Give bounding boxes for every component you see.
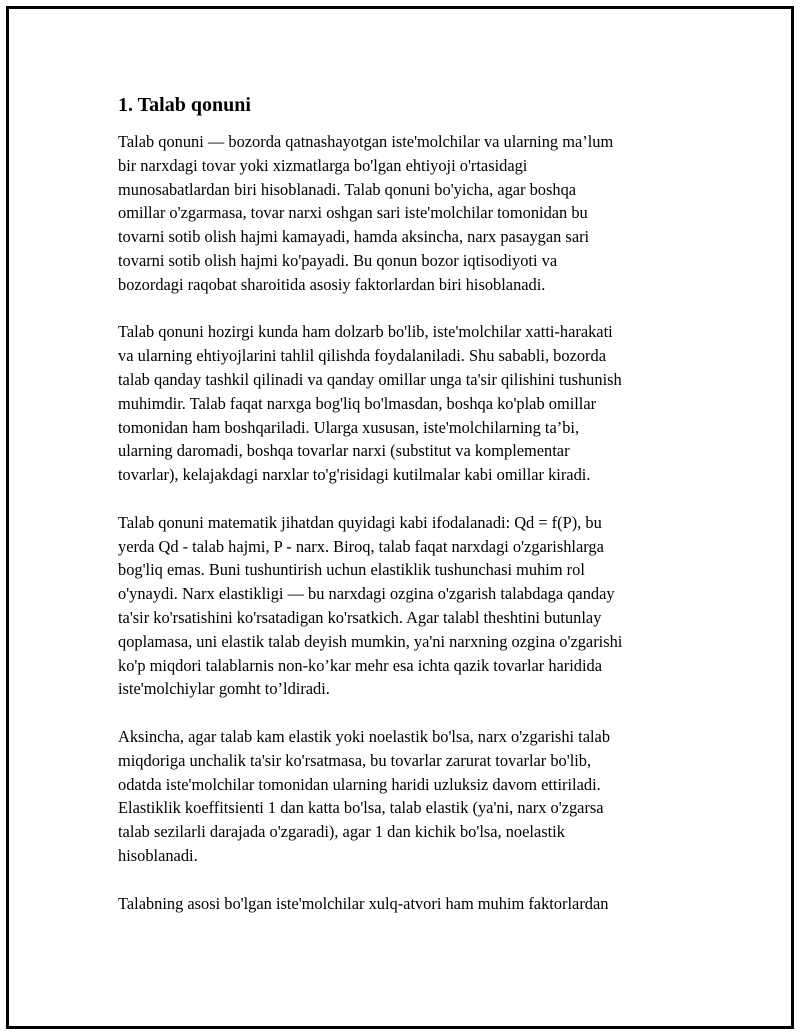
paragraph-5: Talabning asosi bo'lgan iste'molchilar xulq-atvori ham muhim faktorlardan [118, 893, 609, 913]
paragraph-4: Aksincha, agar talab kam elastik yoki noelastik bo'lsa, narx o'zgarishi talab miqdoriga unchalik ta'sir ko'rsatmasa, bu tovarlar zarurat tovarlar bo'lib, odatda iste'molchilar tomonidan ularning haridi uzluksiz davom ettiriladi. Elastiklik koeffitsienti 1 dan katta bo'lsa, talab elastik (ya'ni, narx o'zgarsa talab sezilarli darajada o'zgaradi), agar 1 dan kichik bo'lsa, noelastik hisoblanadi. [118, 726, 611, 865]
section-heading: 1. Talab qonuni [118, 94, 251, 116]
paragraph-3: Talab qonuni matematik jihatdan quyidagi kabi ifodalanadi: Qd = f(P), bu yerda Qd - talab hajmi, P - narx. Biroq, talab faqat narxdagi o'zgarishlarga bog'liq emas. Buni tushuntirish uchun elastiklik tushunchasi muhim rol o'ynaydi. Narx elastikligi — bu narxdagi ozgina o'zgarish talabdaga qanday ta'sir ko'rsatishini ko'rsatadigan ko'rsatkich. Agar talabl theshtini butunlay qoplamasa, uni elastik talab deyish mumkin, ya'ni narxning ozgina o'zgarishi ko'p miqdori talablarnis non-ko’kar mehr esa ichta qazik tovarlar haridida iste'molchiylar gomht to’ldiradi. [118, 512, 623, 699]
paragraph-2: Talab qonuni hozirgi kunda ham dolzarb bo'lib, iste'molchilar xatti-harakati va ularning ehtiyojlarini tahlil qilishda foydalaniladi. Shu sababli, bozorda talab qanday tashkil qilinadi va qanday omillar unga ta'sir qilishini tushunish muhimdir. Talab faqat narxga bog'liq bo'lmasdan, boshqa ko'plab omillar tomonidan ham boshqariladi. Ularga xususan, iste'molchilarning ta’bi, ularning daromadi, boshqa tovarlar narxi (substitut va komplementar tovarlar), kelajakdagi narxlar to'g'risidagi kutilmalar kabi omillar kiradi. [118, 322, 622, 485]
document-body [118, 92, 688, 939]
paragraph-1: Talab qonuni — bozorda qatnashayotgan iste'molchilar va ularning ma’lum bir narxdagi tovar yoki xizmatlarga bo'lgan ehtiyoji o'rtasidagi munosabatlardan biri hisoblanadi. Talab qonuni bo'yicha, agar boshqa omillar o'zgarmasa, tovar narxi oshgan sari iste'molchilar tomonidan bu tovarni sotib olish hajmi kamayadi, hamda aksincha, narx pasaygan sari tovarni sotib olish hajmi ko'payadi. Bu qonun bozor iqtisodiyoti va bozordagi raqobat sharoitida asosiy faktorlardan biri hisoblanadi. [118, 132, 614, 294]
